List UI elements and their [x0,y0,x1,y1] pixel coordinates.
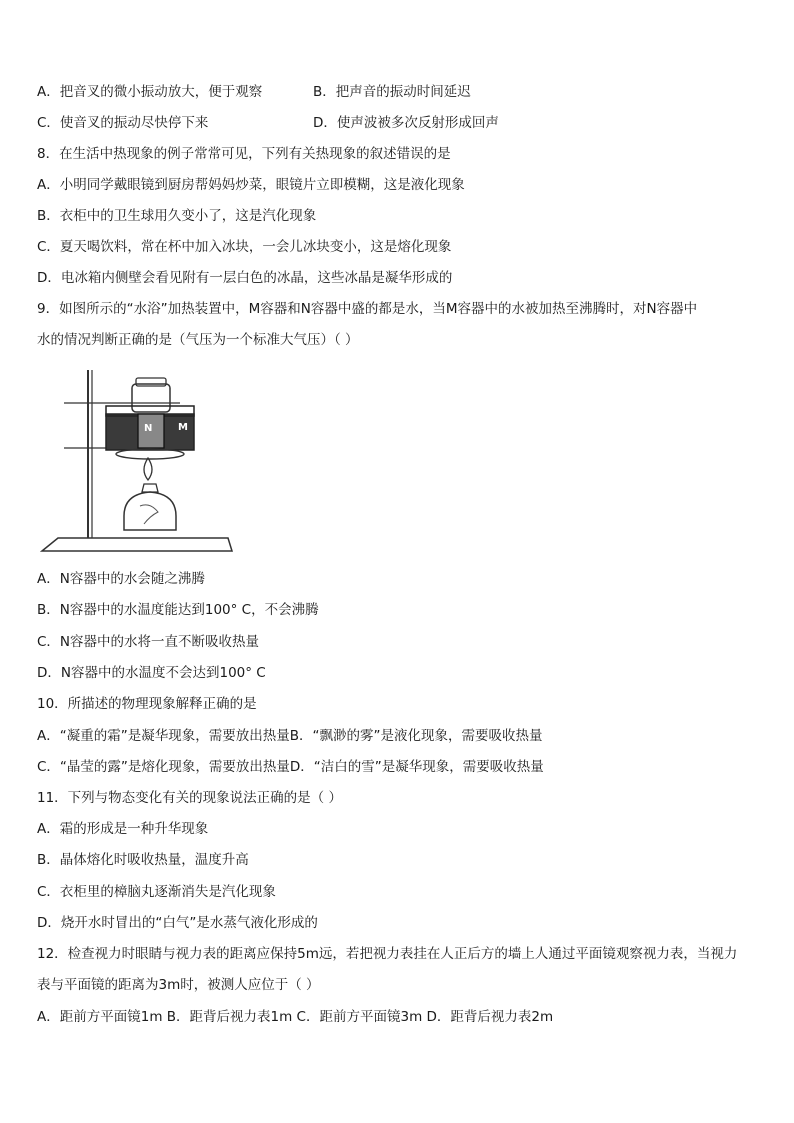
q9-stem-line1: 9．如图所示的“水浴”加热装置中，M容器和N容器中盛的都是水，当M容器中的水被加热至沸腾时，对N容器中 [37,301,698,317]
q12-stem-line1: 12．检查视力时眼睛与视力表的距离应保持5m远，若把视力表挂在人正后方的墙上人通过平面镜观察视力表，当视力 [37,946,738,962]
q11-option-b: B．晶体熔化时吸收热量，温度升高 [37,852,249,868]
water-bath-apparatus-figure [40,366,235,559]
q7-option-d: D．使声波被多次反射形成回声 [313,115,499,131]
alcohol-lamp [124,492,176,530]
q10-stem: 10．所描述的物理现象解释正确的是 [37,696,257,712]
label-m: M [178,422,188,433]
flame-icon [144,458,152,480]
container-n-top [132,384,170,412]
q8-option-a: A．小明同学戴眼镜到厨房帮妈妈炒菜，眼镜片立即模糊，这是液化现象 [37,177,465,193]
q9-option-d: D．N容器中的水温度不会达到100° C [37,665,266,681]
q11-option-a: A．霜的形成是一种升华现象 [37,821,209,837]
q8-option-c: C．夏天喝饮料，常在杯中加入冰块，一会儿冰块变小，这是熔化现象 [37,239,452,255]
q11-option-d: D．烧开水时冒出的“白气”是水蒸气液化形成的 [37,915,318,931]
q8-stem: 8．在生活中热现象的例子常常可见，下列有关热现象的叙述错误的是 [37,146,451,162]
q10-options-cd: C．“晶莹的露”是熔化现象，需要放出热量D．“洁白的雪”是凝华现象，需要吸收热量 [37,759,544,775]
q7-option-a: A．把音叉的微小振动放大，便于观察 [37,84,263,100]
q10-options-ab: A．“凝重的霜”是凝华现象，需要放出热量B．“飘渺的雾”是液化现象，需要吸收热量 [37,728,543,744]
q7-option-c: C．使音叉的振动尽快停下来 [37,115,209,131]
stand-base [42,538,232,551]
q9-option-c: C．N容器中的水将一直不断吸收热量 [37,634,260,650]
q8-option-b: B．衣柜中的卫生球用久变小了，这是汽化现象 [37,208,317,224]
label-n: N [144,423,153,434]
q8-option-d: D．电冰箱内侧壁会看见附有一层白色的冰晶，这些冰晶是凝华形成的 [37,270,453,286]
q9-option-a: A．N容器中的水会随之沸腾 [37,571,205,587]
q12-options: A．距前方平面镜1m B．距背后视力表1m C．距前方平面镜3m D．距背后视力表2m [37,1009,554,1025]
q9-stem-line2: 水的情况判断正确的是（气压为一个标准大气压）（ ） [37,332,359,348]
q7-option-b: B．把声音的振动时间延迟 [313,84,471,100]
q9-option-b: B．N容器中的水温度能达到100° C，不会沸腾 [37,602,319,618]
q12-stem-line2: 表与平面镜的距离为3m时，被测人应位于（ ） [37,977,320,993]
q11-stem: 11．下列与物态变化有关的现象说法正确的是（ ） [37,790,342,806]
q11-option-c: C．衣柜里的樟脑丸逐渐消失是汽化现象 [37,884,276,900]
